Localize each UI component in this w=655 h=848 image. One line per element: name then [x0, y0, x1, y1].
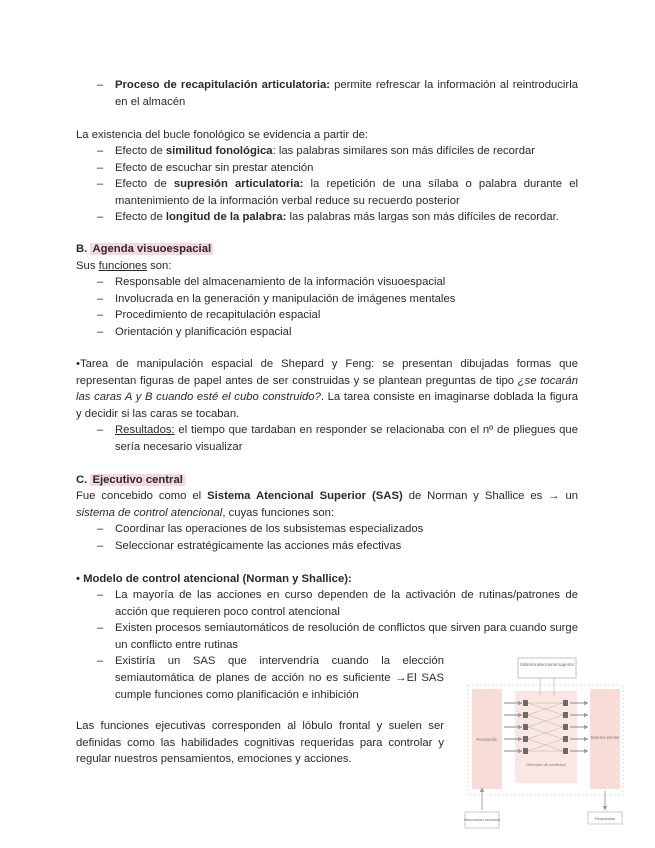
agenda-funcs-intro: Sus funciones son:: [76, 260, 172, 272]
list-item: – Efecto de longitud de la palabra: las palabras más largas son más difíciles de recordar.: [76, 209, 578, 226]
list-item: – Involucrada en la generación y manipulación de imágenes mentales: [76, 291, 578, 308]
section-heading-agenda: B. Agenda visuoespacial: [76, 243, 212, 255]
list-item: – Coordinar las operaciones de los subsistemas especializados: [76, 521, 578, 538]
bucle-intro: La existencia del bucle fonológico se evidencia a partir de:: [76, 129, 369, 141]
list-item: – Efecto de escuchar sin prestar atención: [76, 160, 578, 177]
list-item: – Proceso de recapitulación articulatoria: permite refrescar la información al reintroducirla en el almacén: [76, 77, 578, 110]
list-item: – Efecto de similitud fonológica: las palabras similares son más difíciles de recordar: [76, 143, 578, 160]
list-item: – Efecto de supresión articulatoria: la repetición de una sílaba o palabra durante el mantenimiento de la información verbal reduce su recuerdo posterior: [76, 176, 578, 209]
sas-label: Sistema atencional superior: [519, 662, 575, 667]
list-item: – Existen procesos semiautomáticos de resolución de conflictos que sirven para cuando surge un conflicto entre rutinas: [76, 620, 578, 653]
conflict-label: Dirimidor de conflictos: [526, 762, 566, 767]
list-item: – Procedimiento de recapitulación espacial: [76, 307, 578, 324]
perception-label: Percepción: [476, 737, 498, 742]
responses-label: Respuestas: [594, 817, 616, 821]
bucle-effects-list: [76, 143, 578, 226]
results-list: [76, 422, 578, 455]
agenda-funcs-list: [76, 274, 578, 340]
section-heading-ejecutivo: C. Ejecutivo central: [76, 474, 183, 486]
list-item: – Resultados: el tiempo que tardaban en responder se relacionaba con el nº de pliegues que sería necesario visualizar: [76, 422, 578, 455]
ejecutivo-funcs-list: [76, 521, 578, 554]
sensory-label: Información sensorial: [463, 818, 501, 822]
list-item: – Orientación y planificación espacial: [76, 324, 578, 341]
closing-paragraph: Las funciones ejecutivas corresponden al lóbulo frontal y suelen ser definidas como las habilidades cognitivas requeridas para controlar y regular nuestros pensamientos, emociones y acciones.: [76, 720, 444, 766]
sas-model-diagram: [460, 655, 630, 830]
heading-highlight: Ejecutivo central: [92, 474, 183, 486]
list-item: – Seleccionar estratégicamente las acciones más efectivas: [76, 538, 578, 555]
list-item: – La mayoría de las acciones en curso dependen de la activación de rutinas/patrones de acción que requieren poco control atencional: [76, 587, 578, 620]
recap-list: [76, 77, 578, 110]
ejecutivo-intro: Fue concebido como el Sistema Atencional Superior (SAS) de Norman y Shallice es → un sistema de control atencional, cuyas funciones son:: [76, 490, 579, 519]
shepard-task-paragraph: •Tarea de manipulación espacial de Shepard y Feng: se presentan dibujadas formas que representan figuras de papel antes de ser construidas y se plantean preguntas de tipo ¿se tocarán las caras A y B cuando esté el cubo construido?. La tarea consiste en imaginarse doblada la figura y decidir si las caras se tocaban.: [76, 358, 578, 420]
list-item: – Responsable del almacenamiento de la información visuoespacial: [76, 274, 578, 291]
heading-highlight: Agenda visuoespacial: [92, 243, 212, 255]
effector-label: Sistema efector: [590, 735, 620, 740]
sas-box: [518, 658, 576, 678]
list-item: – Existiría un SAS que intervendría cuando la elección semiautomática de planes de acción no es suficiente →El SAS cumple funciones como planificación e inhibición: [76, 653, 444, 703]
model-title: • Modelo de control atencional (Norman y Shallice):: [76, 573, 352, 585]
